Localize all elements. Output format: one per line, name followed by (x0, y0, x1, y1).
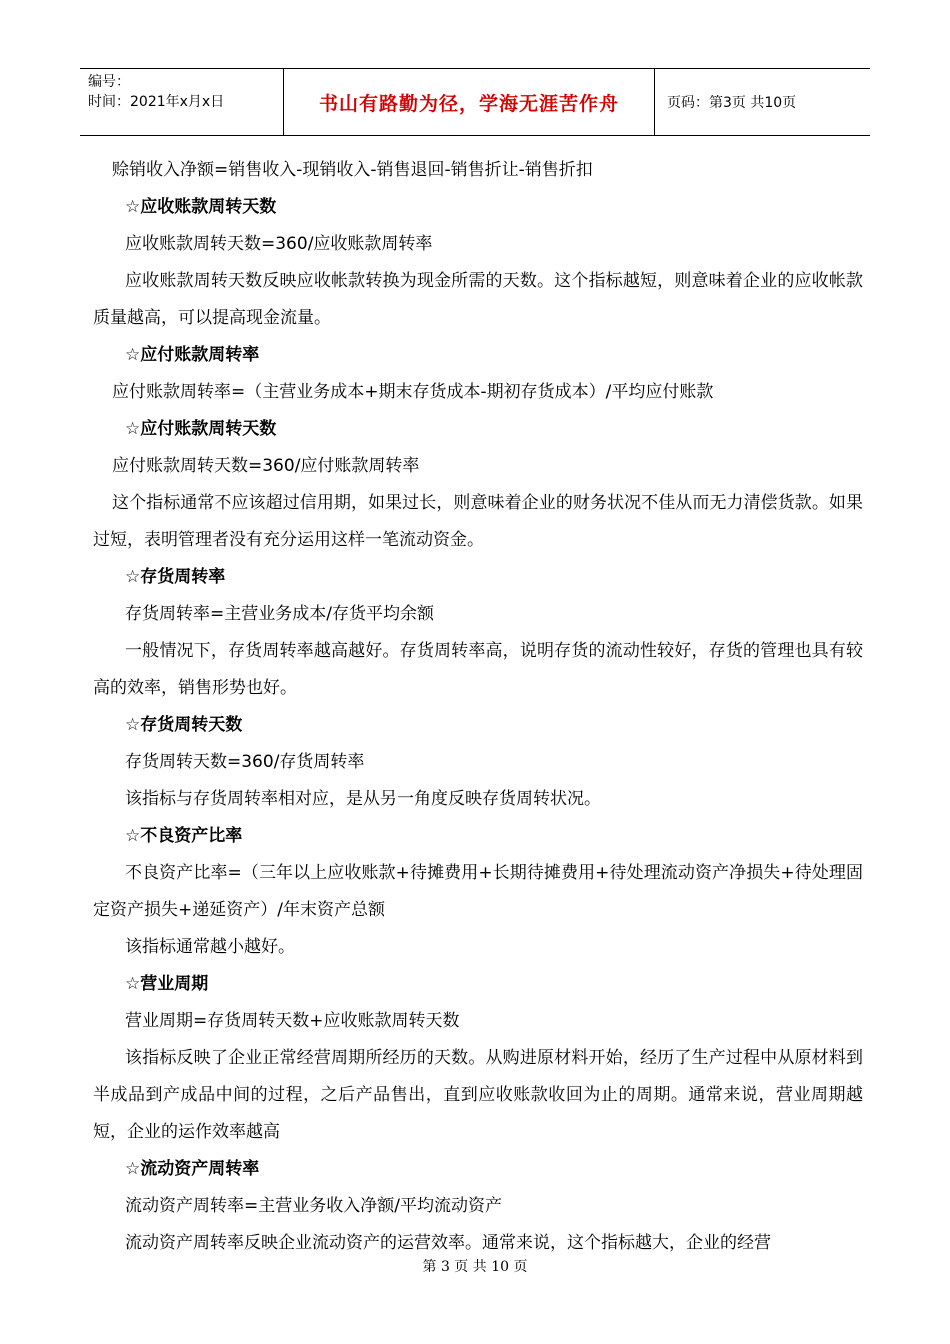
document-number-label: 编号： (88, 74, 130, 90)
formula: 存货周转天数=360/存货周转率 (125, 752, 365, 772)
formula: 应付账款周转率=（主营业务成本+期末存货成本-期初存货成本）/平均应付账款 (112, 382, 714, 402)
paragraph: 这个指标通常不应该超过信用期，如果过长，则意味着企业的财务状况不佳从而无力清偿货款。如果过短，表明管理者没有充分运用这样一笔流动资金。 (93, 493, 863, 550)
document-date-label: 时间：2021年x月x日 (88, 94, 225, 110)
page-header (80, 68, 870, 136)
formula: 存货周转率=主营业务成本/存货平均余额 (125, 604, 434, 624)
paragraph: 流动资产周转率反映企业流动资产的运营效率。通常来说，这个指标越大，企业的经营 (125, 1233, 771, 1253)
paragraph: 应收账款周转天数反映应收帐款转换为现金所需的天数。这个指标越短，则意味着企业的应收帐款质量越高，可以提高现金流量。 (93, 271, 863, 328)
paragraph: 该指标通常越小越好。 (125, 937, 295, 957)
section-heading: ☆存货周转天数 (125, 715, 243, 735)
header-page-info: 页码：第3页 共10页 (667, 95, 797, 111)
formula: 营业周期=存货周转天数+应收账款周转天数 (125, 1011, 460, 1031)
section-heading: ☆应收账款周转天数 (125, 197, 277, 217)
paragraph: 该指标反映了企业正常经营周期所经历的天数。从购进原材料开始，经历了生产过程中从原材料到半成品到产成品中间的过程，之后产品售出，直到应收账款收回为止的周期。通常来说，营业周期越短，企业的运作效率越高 (93, 1048, 863, 1142)
section-heading: ☆存货周转率 (125, 567, 226, 587)
section-heading: ☆应付账款周转天数 (125, 419, 277, 439)
paragraph: 一般情况下，存货周转率越高越好。存货周转率高，说明存货的流动性较好，存货的管理也具有较高的效率，销售形势也好。 (93, 641, 863, 698)
section-heading: ☆流动资产周转率 (125, 1159, 260, 1179)
page-footer: 第 3 页 共 10 页 (422, 1259, 528, 1275)
header-motto: 书山有路勤为径，学海无涯苦作舟 (283, 69, 655, 135)
formula: 流动资产周转率=主营业务收入净额/平均流动资产 (125, 1196, 502, 1216)
header-meta (80, 69, 283, 135)
section-heading: ☆应付账款周转率 (125, 345, 260, 365)
section-heading: ☆营业周期 (125, 974, 209, 994)
section-heading: ☆不良资产比率 (125, 826, 243, 846)
formula: 不良资产比率=（三年以上应收账款+待摊费用+长期待摊费用+待处理流动资产净损失+待处理固定资产损失+递延资产）/年末资产总额 (93, 863, 863, 920)
formula: 应收账款周转天数=360/应收账款周转率 (125, 234, 433, 254)
formula: 应付账款周转天数=360/应付账款周转率 (112, 456, 420, 476)
paragraph: 赊销收入净额=销售收入-现销收入-销售退回-销售折让-销售折扣 (112, 160, 593, 180)
paragraph: 该指标与存货周转率相对应，是从另一角度反映存货周转状况。 (125, 789, 601, 809)
document-body (93, 152, 863, 1262)
